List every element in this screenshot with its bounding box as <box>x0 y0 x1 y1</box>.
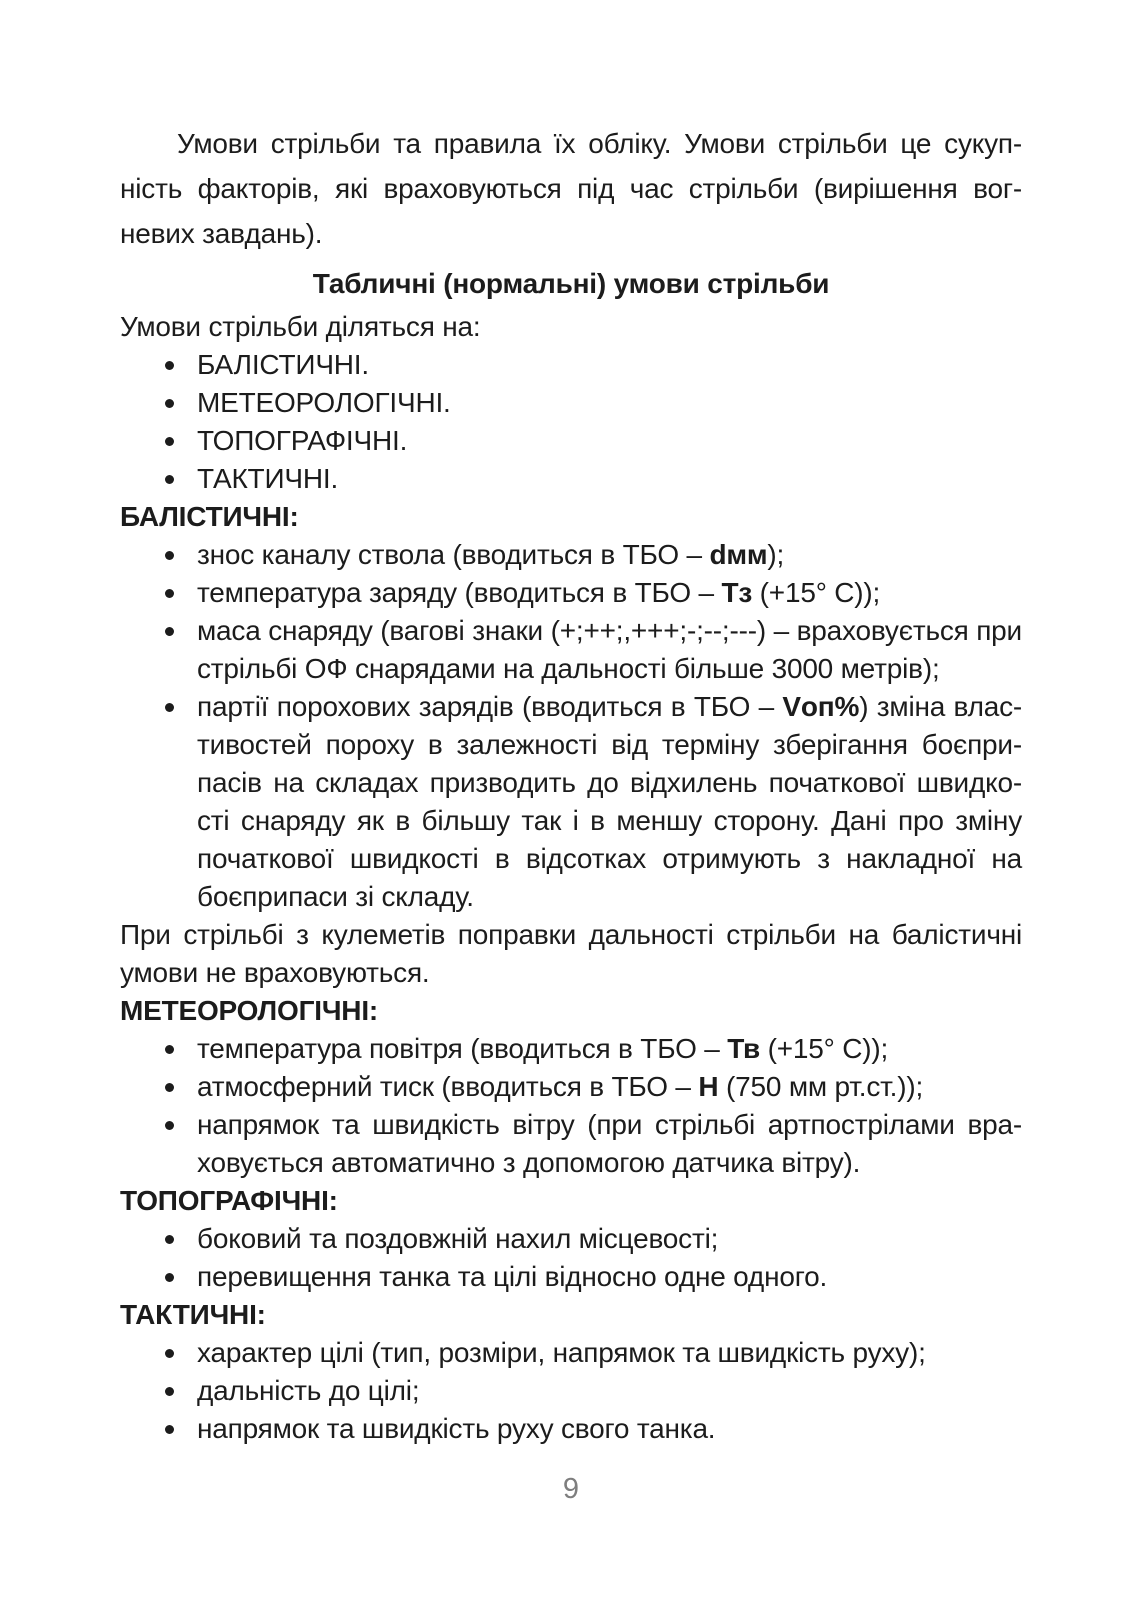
text-run: температура заряду (вводиться в ТБО – <box>197 577 722 608</box>
meteorological-heading <box>120 992 1022 1030</box>
tabular-conditions-heading <box>120 264 1022 304</box>
text-line <box>197 1106 1022 1144</box>
bullet-icon <box>165 551 174 560</box>
list-item-text <box>197 536 1022 574</box>
text-line <box>197 536 1022 574</box>
bullet-icon <box>165 475 174 484</box>
text-run: стрільбі ОФ снарядами на дальності більше 3000 метрів); <box>197 653 940 684</box>
meteorological-list <box>120 1030 1022 1182</box>
text-line <box>197 346 1022 384</box>
list-item <box>120 1220 1022 1258</box>
list-item <box>120 688 1022 916</box>
bullet-icon <box>165 1083 174 1092</box>
list-item <box>120 1334 1022 1372</box>
text-run: перевищення танка та цілі відносно одне одного. <box>197 1261 828 1292</box>
text-run: сті снаряду як в більшу так і в меншу сторону. Дані про зміну <box>197 805 1022 836</box>
bullet-icon <box>165 1121 174 1130</box>
text-run: Умови стрільби діляться на: <box>120 311 481 342</box>
list-item-text <box>197 1030 1022 1068</box>
text-run: пасів на складах призводить до відхилень початкової швидко- <box>197 767 1022 798</box>
topographic-heading <box>120 1182 1022 1220</box>
text-line <box>120 916 1022 954</box>
text-run: МЕТЕОРОЛОГІЧНІ. <box>197 387 451 418</box>
list-item-text <box>197 1106 1022 1182</box>
text-line <box>197 1334 1022 1372</box>
bullet-icon <box>165 627 174 636</box>
list-item-text <box>197 1410 1022 1448</box>
text-line <box>197 1410 1022 1448</box>
text-line <box>197 1068 1022 1106</box>
text-line <box>197 1030 1022 1068</box>
text-line <box>120 954 1022 992</box>
text-line <box>197 1144 1022 1182</box>
list-item-text <box>197 1372 1022 1410</box>
list-item <box>120 1372 1022 1410</box>
text-line <box>120 308 1022 346</box>
text-run: МЕТЕОРОЛОГІЧНІ: <box>120 995 379 1026</box>
text-line <box>197 802 1022 840</box>
text-run: БАЛІСТИЧНІ: <box>120 501 299 532</box>
text-run: Н <box>698 1071 719 1102</box>
text-line <box>197 422 1022 460</box>
text-line <box>197 1220 1022 1258</box>
text-line <box>197 384 1022 422</box>
list-item <box>120 1106 1022 1182</box>
bullet-icon <box>165 589 174 598</box>
text-run: боковий та поздовжній нахил місцевості; <box>197 1223 719 1254</box>
text-run: атмосферний тиск (вводиться в ТБО – <box>197 1071 699 1102</box>
text-run: невих завдань). <box>120 218 323 249</box>
text-run: (750 мм рт.ст.)); <box>718 1071 924 1102</box>
text-run: температура повітря (вводиться в ТБО – <box>197 1033 728 1064</box>
list-item-text <box>197 612 1022 688</box>
tactical-list <box>120 1334 1022 1448</box>
text-run: Тв <box>727 1033 761 1064</box>
text-line <box>197 574 1022 612</box>
text-line <box>120 211 1022 256</box>
text-run: Vоп% <box>782 691 860 722</box>
list-item <box>120 574 1022 612</box>
text-run: маса снаряду (вагові знаки (+;++;,+++;-;--;---) – враховується при <box>197 615 1022 646</box>
list-item-text <box>197 1258 1022 1296</box>
bullet-icon <box>165 703 174 712</box>
text-run: (+15° С)); <box>760 1033 889 1064</box>
bullet-icon <box>165 399 174 408</box>
bullet-icon <box>165 1273 174 1282</box>
text-line <box>197 840 1022 878</box>
ballistic-heading <box>120 498 1022 536</box>
list-item-text <box>197 1334 1022 1372</box>
text-run: ність факторів, які враховуються під час стрільби (вирішення вог- <box>120 173 1022 204</box>
text-run: напрямок та швидкість вітру (при стрільбі артпострілами вра- <box>197 1109 1022 1140</box>
intro-paragraph <box>120 121 1022 256</box>
text-run: дальність до цілі; <box>197 1375 420 1406</box>
text-run: напрямок та швидкість руху свого танка. <box>197 1413 716 1444</box>
text-line <box>197 688 1022 726</box>
list-item <box>120 612 1022 688</box>
list-item-text <box>197 422 1022 460</box>
list-item <box>120 536 1022 574</box>
list-item-text <box>197 346 1022 384</box>
bullet-icon <box>165 1235 174 1244</box>
list-item-text <box>197 1068 1022 1106</box>
list-item-text <box>197 688 1022 916</box>
list-item <box>120 384 1022 422</box>
bullet-icon <box>165 1045 174 1054</box>
text-run: Умови стрільби та правила їх обліку. Умови стрільби це сукуп- <box>177 128 1022 159</box>
text-line <box>197 460 1022 498</box>
text-line <box>197 878 1022 916</box>
text-line <box>197 650 1022 688</box>
text-run: ховується автоматично з допомогою датчика вітру). <box>197 1147 861 1178</box>
text-line <box>197 726 1022 764</box>
list-item-text <box>197 1220 1022 1258</box>
bullet-icon <box>165 1349 174 1358</box>
list-item-text <box>197 460 1022 498</box>
list-item-text <box>197 574 1022 612</box>
list-item <box>120 346 1022 384</box>
page-number: 9 <box>562 1473 580 1505</box>
text-line <box>197 612 1022 650</box>
list-item <box>120 1410 1022 1448</box>
text-run: ТОПОГРАФІЧНІ: <box>120 1185 338 1216</box>
text-run: партії порохових зарядів (вводиться в ТБО – <box>197 691 783 722</box>
text-run: умови не враховуються. <box>120 957 430 988</box>
text-run: початкової швидкості в відсотках отримують з накладної на <box>197 843 1022 874</box>
text-run: При стрільбі з кулеметів поправки дальності стрільби на балістичні <box>120 919 1022 950</box>
text-run: Тз <box>721 577 753 608</box>
text-run: ) зміна влас- <box>859 691 1023 722</box>
document-content <box>120 121 1022 1448</box>
bullet-icon <box>165 1387 174 1396</box>
list-item <box>120 1068 1022 1106</box>
ballistic-list <box>120 536 1022 916</box>
text-run: знос каналу ствола (вводиться в ТБО – <box>197 539 710 570</box>
list-item <box>120 460 1022 498</box>
bullet-icon <box>165 1425 174 1434</box>
text-run: ТАКТИЧНІ: <box>120 1299 266 1330</box>
text-run: ТАКТИЧНІ. <box>197 463 339 494</box>
bullet-icon <box>165 361 174 370</box>
text-run: тивостей пороху в залежності від терміну зберігання боєпри- <box>197 729 1022 760</box>
machinegun-note-paragraph <box>120 916 1022 992</box>
text-line <box>197 1258 1022 1296</box>
list-item-text <box>197 384 1022 422</box>
text-line <box>197 764 1022 802</box>
text-run: боєприпаси зі складу. <box>197 881 474 912</box>
tactical-heading <box>120 1296 1022 1334</box>
text-run: dмм <box>709 539 768 570</box>
text-line <box>197 1372 1022 1410</box>
list-item <box>120 1030 1022 1068</box>
list-item <box>120 422 1022 460</box>
topographic-list <box>120 1220 1022 1296</box>
text-line <box>120 121 1022 166</box>
list-item <box>120 1258 1022 1296</box>
text-run: Табличні (нормальні) умови стрільби <box>312 268 830 299</box>
text-run: ТОПОГРАФІЧНІ. <box>197 425 408 456</box>
conditions-type-list <box>120 346 1022 498</box>
text-run: БАЛІСТИЧНІ. <box>197 349 369 380</box>
text-run: (+15° С)); <box>752 577 881 608</box>
text-run: ); <box>767 539 785 570</box>
text-run: характер цілі (тип, розміри, напрямок та швидкість руху); <box>197 1337 926 1368</box>
bullet-icon <box>165 437 174 446</box>
conditions-divide-paragraph <box>120 308 1022 346</box>
text-line <box>120 166 1022 211</box>
